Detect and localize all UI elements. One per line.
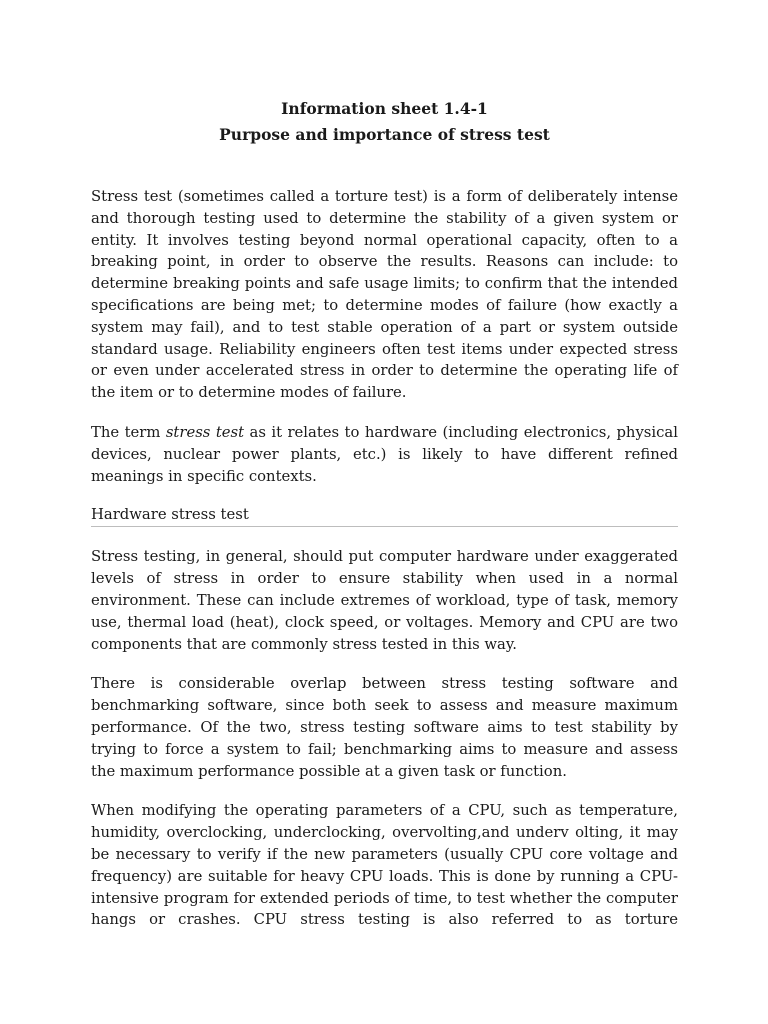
document-title-line-2: Purpose and importance of stress test xyxy=(219,125,550,144)
emphasized-term: stress test xyxy=(165,423,245,441)
paragraph-cpu-stress-testing: When modifying the operating parameters of a CPU, such as temperature, humidity, overclocking, underclocking, overvolting,and underv olting, it may be necessary to verify if the new parameters (usually CPU core voltage and frequency) are suitable for heavy CPU loads. This is done by running a CPU-intensive program for extended periods of time, to test whether the computer hangs or crashes. CPU stress testing is also referred to as torture xyxy=(91,802,678,929)
paragraph-hardware-stress-testing: Stress testing, in general, should put computer hardware under exaggerated levels of stress in order to ensure stability when used in a normal environment. These can include extremes of workload, type of task, memory use, thermal load (heat), clock speed, or voltages. Memory and CPU are two components that are commonly stress tested in this way. xyxy=(91,548,678,653)
document-title-line-1: Information sheet 1.4-1 xyxy=(281,99,488,118)
document-page xyxy=(91,96,678,931)
paragraph-benchmarking-overlap: There is considerable overlap between stress testing software and benchmarking software, since both seek to assess and measure maximum performance. Of the two, stress testing software aims to test stability by trying to force a system to fail; benchmarking aims to measure and assess the maximum performance possible at a given task or function. xyxy=(91,675,678,780)
section-heading-hardware-stress-test: Hardware stress test xyxy=(91,505,678,527)
paragraph-term-stress-test-rest: as it relates to hardware (including electronics, physical devices, nuclear power plants, etc.) is likely to have different refined meanings in specific contexts. xyxy=(91,423,678,485)
paragraph-term-stress-test-start: The term xyxy=(91,423,166,441)
paragraph-term-stress-test xyxy=(91,422,678,487)
paragraph-stress-test-definition: Stress test (sometimes called a torture test) is a form of deliberately intense and thorough testing used to determine the stability of a given system or entity. It involves testing beyond normal operational capacity, often to a breaking point, in order to observe the results. Reasons can include: to determine breaking points and safe usage limits; to confirm that the intended specifications are being met; to determine modes of failure (how exactly a system may fail), and to test stable operation of a part or system outside standard usage. Reliability engineers often test items under expected stress or even under accelerated stress in order to determine the operating life of the item or to determine modes of failure. xyxy=(91,188,678,402)
